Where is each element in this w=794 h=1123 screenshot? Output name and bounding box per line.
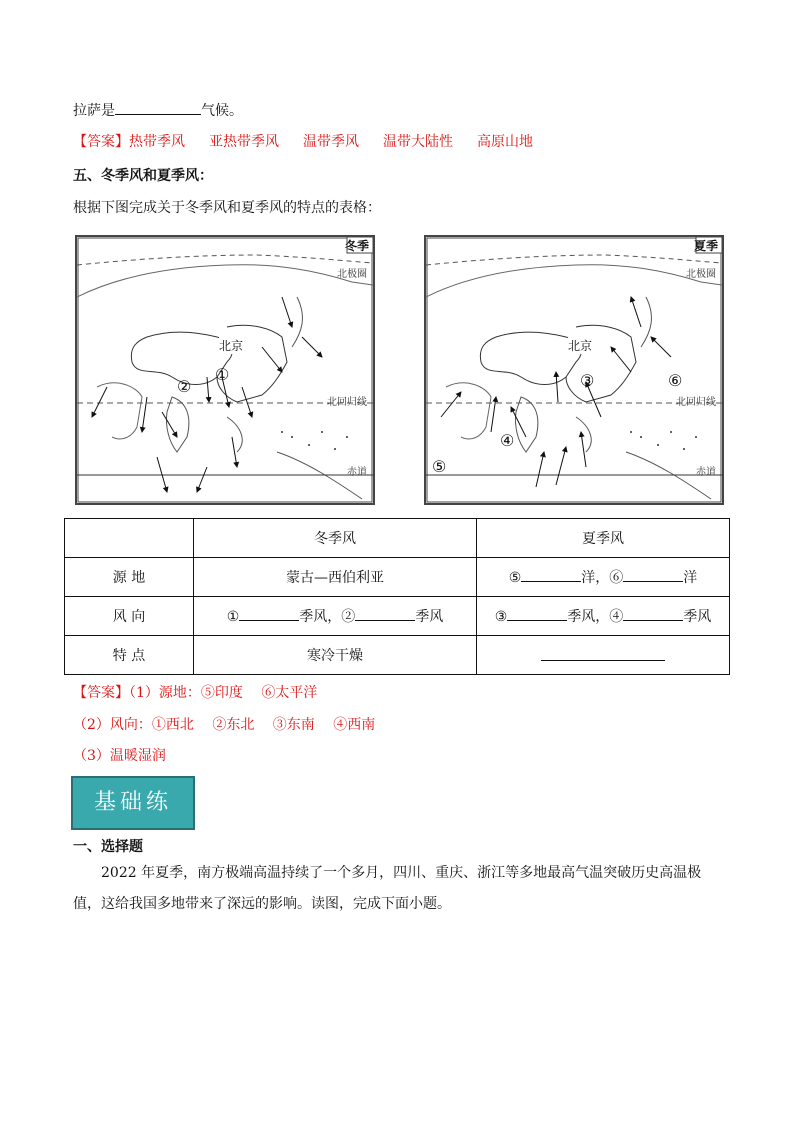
answer-item: 热带季风 [129, 134, 185, 150]
fill-blank [239, 606, 299, 621]
section-heading: 五、冬季风和夏季风： [73, 168, 213, 184]
fill-blank [521, 567, 581, 582]
fill-blank [355, 606, 415, 621]
summer-map [424, 235, 724, 505]
winter-source: 蒙古—西伯利亚 [194, 558, 477, 597]
fill-blank [623, 567, 683, 582]
beijing-label: 北京 [568, 339, 593, 353]
answer-feature: （3）温暖湿润 [73, 748, 166, 764]
fill-blank [507, 606, 567, 621]
text: 季风 [415, 609, 444, 625]
answer-item: 亚热带季风 [209, 134, 279, 150]
text: 季风，④ [567, 609, 624, 625]
text: 洋 [683, 570, 698, 586]
marker-3: ③ [494, 609, 508, 625]
row-label-source: 源 地 [65, 558, 194, 597]
summer-feature [477, 636, 730, 675]
arctic-circle-label: 北极圈 [337, 269, 367, 280]
table-header-winter: 冬季风 [194, 519, 477, 558]
tropic-label: 北回归线 [327, 397, 367, 408]
text: 季风，② [299, 609, 356, 625]
answer-item: 温带季风 [303, 134, 359, 150]
marker-5: ⑤ [508, 570, 522, 586]
winter-feature: 寒冷干燥 [194, 636, 477, 675]
fill-blank [541, 646, 665, 661]
section-heading: 一、选择题 [73, 839, 143, 855]
marker-2: ② [177, 377, 192, 396]
marker-4: ④ [500, 431, 515, 450]
section-badge: 基础练 [71, 776, 195, 830]
answer-label: 【答案】 [73, 134, 129, 150]
marker-3: ③ [580, 371, 595, 390]
table-cell [65, 519, 194, 558]
answer-climates [73, 132, 557, 152]
map-season-label: 夏季 [693, 239, 718, 253]
row-label-feature: 特 点 [65, 636, 194, 675]
arctic-circle-label: 北极圈 [686, 269, 716, 280]
marker-1: ① [215, 365, 230, 384]
summer-source [477, 558, 730, 597]
winter-map [75, 235, 375, 505]
text: 季风 [683, 609, 712, 625]
marker-5: ⑤ [432, 457, 447, 476]
equator-label: 赤道 [347, 467, 367, 478]
summer-map-figure [426, 237, 722, 503]
summer-direction [477, 597, 730, 636]
table-header-summer: 夏季风 [477, 519, 730, 558]
equator-label: 赤道 [696, 467, 716, 478]
top-line-prefix: 拉萨是 [73, 103, 115, 119]
table-row [65, 558, 730, 597]
instruction-text: 根据下图完成关于冬季风和夏季风的特点的表格： [73, 200, 381, 216]
top-line-suffix: 气候。 [201, 103, 243, 119]
winter-direction [194, 597, 477, 636]
tropic-label: 北回归线 [676, 397, 716, 408]
table-row [65, 636, 730, 675]
answer-item: 温带大陆性 [383, 134, 453, 150]
answer-source: 【答案】（1）源地：⑤印度 ⑥太平洋 [73, 685, 318, 701]
table-row [65, 519, 730, 558]
row-label-direction: 风 向 [65, 597, 194, 636]
marker-6: ⑥ [668, 371, 683, 390]
map-season-label: 冬季 [344, 239, 369, 253]
answer-item: 高原山地 [477, 134, 533, 150]
text: 洋，⑥ [581, 570, 624, 586]
answer-direction: （2）风向：①西北 ②东北 ③东南 ④西南 [73, 717, 376, 733]
fill-blank [623, 606, 683, 621]
question-paragraph: 2022 年夏季，南方极端高温持续了一个多月，四川、重庆、浙江等多地最高气温突破历史高温极值，这给我国多地带来了深远的影响。读图，完成下面小题。 [73, 865, 702, 912]
table-row [65, 597, 730, 636]
monsoon-table [64, 518, 730, 675]
beijing-label: 北京 [219, 339, 244, 353]
answer-blank [115, 100, 201, 115]
top-line [73, 100, 243, 121]
marker-1: ① [226, 609, 240, 625]
